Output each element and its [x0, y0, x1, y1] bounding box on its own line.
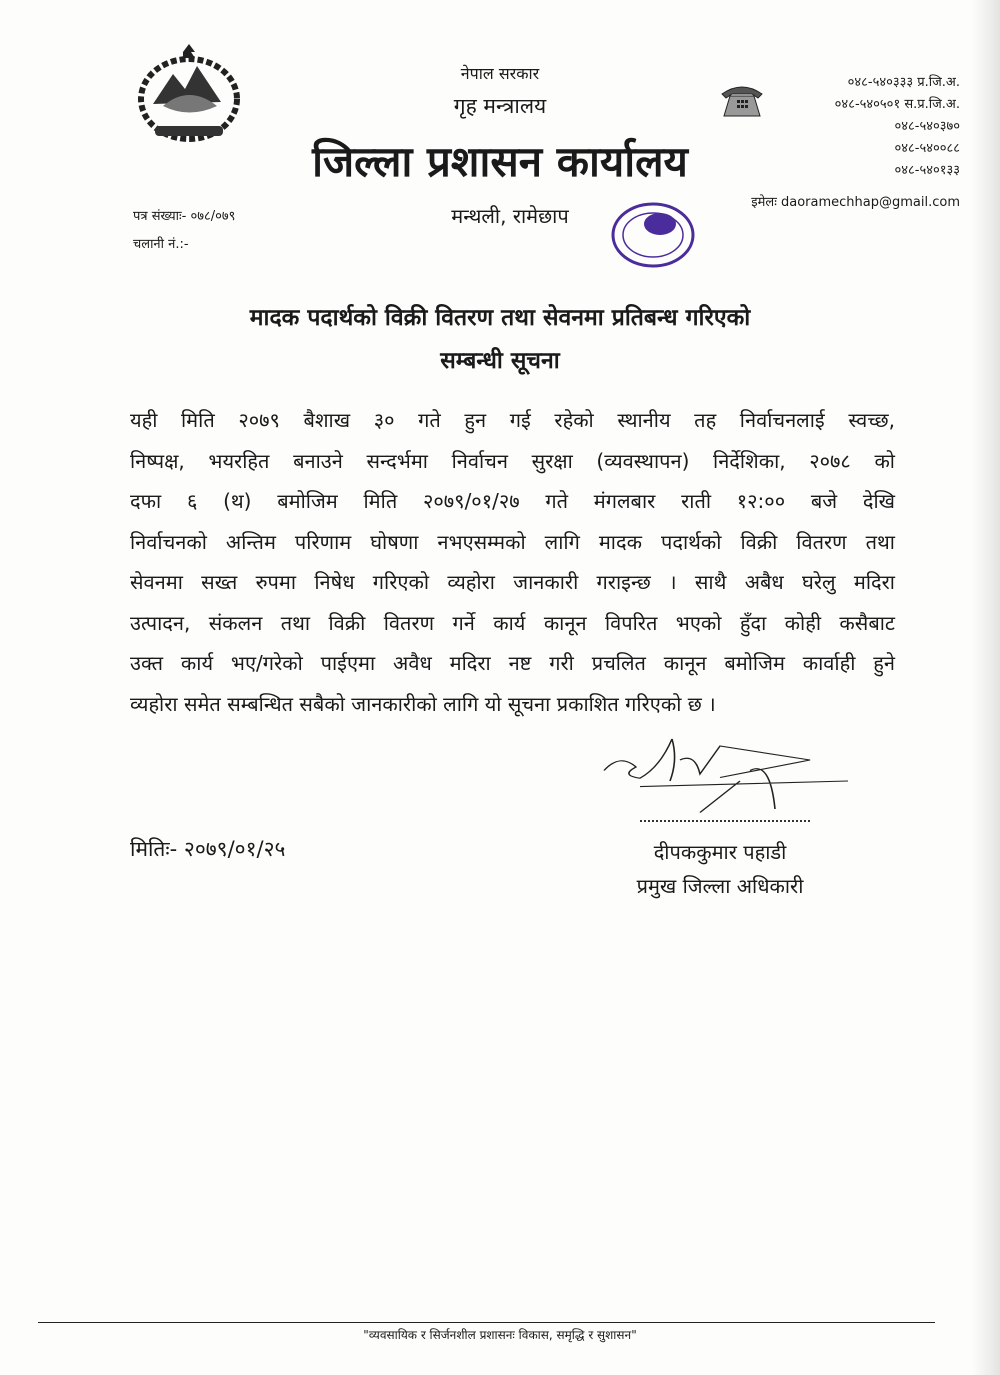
notice-date: मितिः- २०७९/०१/२५	[130, 837, 286, 861]
dispatch-number: चलानी नं.:-	[133, 237, 189, 252]
body-line: दफा ६ (थ) बमोजिम मिति २०७९/०१/२७ गते मंगलबार राती १२:०० बजे देखि	[130, 489, 895, 513]
notice-title: मादक पदार्थको विक्री वितरण तथा सेवनमा प्रतिबन्ध गरिएको	[249, 305, 751, 331]
notice-subtitle: सम्बन्धी सूचना	[440, 348, 560, 374]
signature-icon	[600, 732, 860, 816]
body-line: उत्पादन, संकलन तथा विक्री वितरण गर्ने कार्य कानून विपरित भएको हुँदा कोही कसैबाट	[130, 610, 895, 635]
phone-number: ०४८-५४००८८	[894, 141, 960, 156]
email-address: daoramechhap@gmail.com	[781, 195, 960, 210]
body-line: निष्पक्ष, भयरहित बनाउने सन्दर्भमा निर्वाचन सुरक्षा (व्यवस्थापन) निर्देशिका, २०७८ को	[130, 448, 895, 473]
footer-motto: "व्यवसायिक र सिर्जनशील प्रशासनः विकास, समृद्धि र सुशासन"	[363, 1328, 637, 1342]
phone-number: ०४८-५४०५०१ स.प्र.जि.अ.	[834, 97, 960, 112]
office-name: जिल्ला प्रशासन कार्यालय	[312, 137, 688, 186]
body-line: निर्वाचनको अन्तिम परिणाम घोषणा नभएसम्मको लागि मादक पदार्थको विक्री वितरण तथा	[130, 529, 895, 554]
signatory-name: दीपककुमार पहाडी	[653, 840, 787, 864]
body-line: सेवनमा सख्त रुपमा निषेध गरिएको व्यहोरा जानकारी गराइन्छ । साथै अबैध घरेलु मदिरा	[130, 570, 895, 594]
email-line	[751, 192, 960, 210]
body-line: उक्त कार्य भए/गरेको पाईएमा अवैध मदिरा नष्ट गरी प्रचलित कानून बमोजिम कार्वाही हुने	[130, 651, 895, 675]
ministry-name: गृह मन्त्रालय	[453, 94, 547, 118]
scan-edge	[972, 0, 1000, 1375]
telephone-icon	[720, 82, 764, 118]
signatory-title: प्रमुख जिल्ला अधिकारी	[636, 874, 804, 898]
letter-number: पत्र संख्याः- ०७८/०७९	[133, 209, 236, 224]
phone-number: ०४८-५४०३३३ प्र.जि.अ.	[847, 75, 960, 90]
office-seal-icon	[608, 200, 698, 270]
notice-body	[130, 400, 895, 724]
phone-list	[835, 72, 960, 182]
footer-divider	[38, 1322, 935, 1323]
body-line: यही मिति २०७९ बैशाख ३० गते हुन गई रहेको स्थानीय तह निर्वाचनलाई स्वच्छ,	[130, 408, 895, 432]
office-location: मन्थली, रामेछाप	[451, 204, 569, 228]
body-line: व्यहोरा समेत सम्बन्धित सबैको जानकारीको लागि यो सूचना प्रकाशित गरिएको छ ।	[130, 691, 716, 716]
email-label: इमेलः	[751, 195, 777, 210]
government-name: नेपाल सरकार	[460, 64, 540, 83]
signature-line	[640, 820, 810, 822]
phone-number: ०४८-५४०१३३	[894, 163, 960, 178]
phone-number: ०४८-५४०३७०	[894, 119, 960, 134]
